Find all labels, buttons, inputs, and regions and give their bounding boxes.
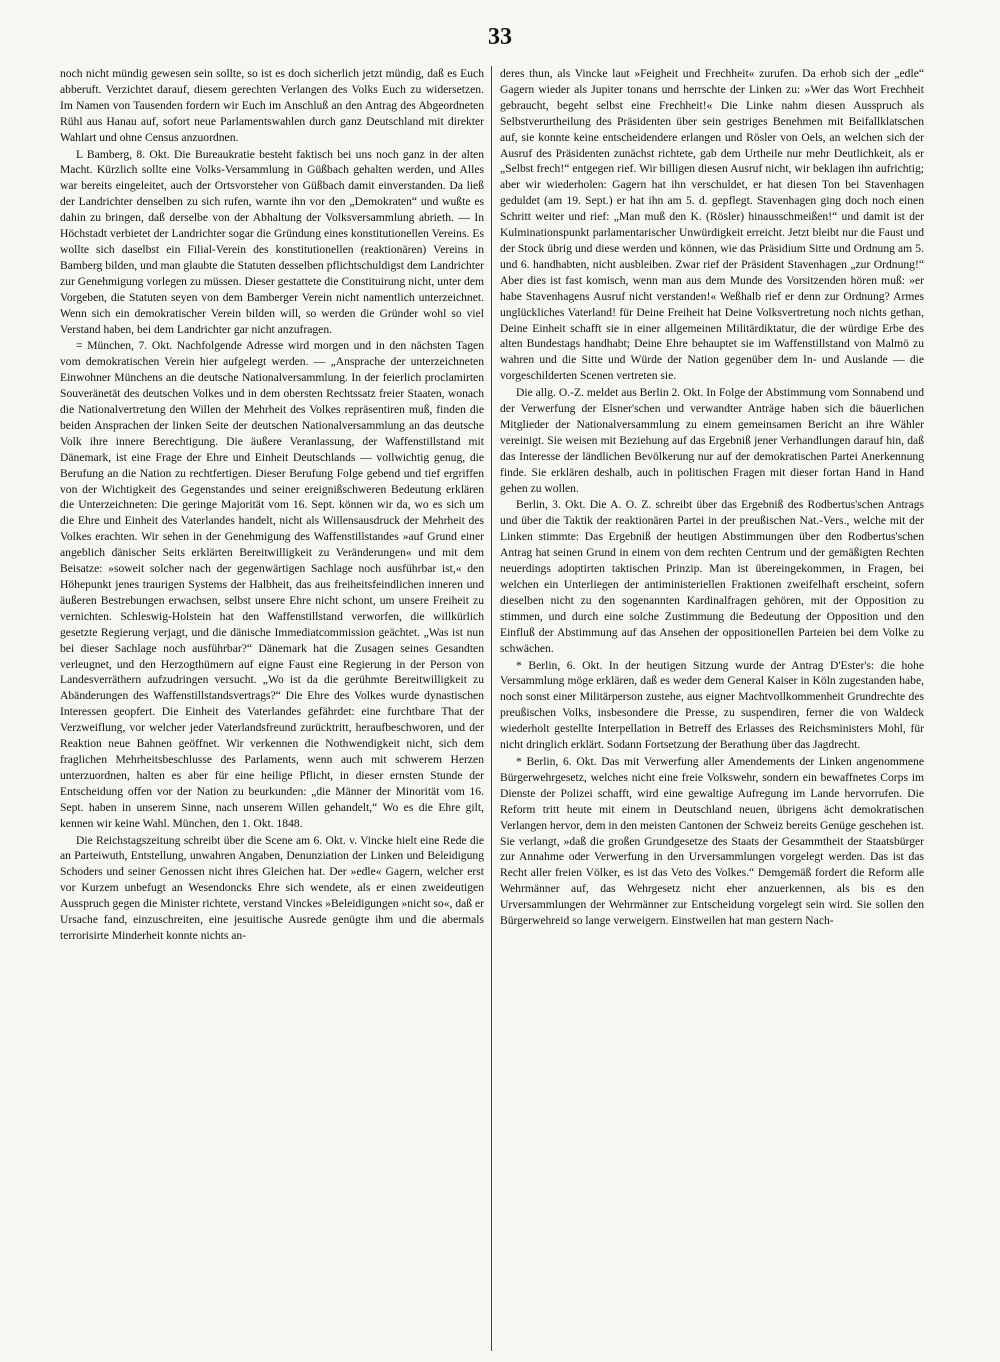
paragraph: Berlin, 3. Okt. Die A. O. Z. schreibt über das Ergebniß des Rodbertus'schen Antrags und über die Taktik der reaktionären Partei in der preußischen Nat.-Vers., welche mit der Linken stimmte: Das Ergebniß der heutigen Abstimmungen über den Rodbertus'schen Antrag hat seinen Grund in einem von dem rechten Centrum und der gemäßigten Rechten neuerdings adoptirten taktischen Prinzip. Man ist übereingekommen, in Fragen, bei welchen ein Unterliegen der antiministeriellen Fraktionen zweifelhaft erscheint, sofern dieselben nicht zu den sogenannten Kardinalfragen gehören, mit der Opposition zu stimmen, und durch eine solche Zustimmung die Bedeutung der Opposition und den Einfluß der Abstimmung auf das Ansehen der oppositionellen Parteien bei dem Volke zu schwächen. xyxy=(500,498,924,655)
paragraph: = München, 7. Okt. Nachfolgende Adresse wird morgen und in den nächsten Tagen vom demokratischen Verein hier aufgelegt werden. — „Ansprache der unterzeichneten Einwohner Münchens an die deutsche Nationalversammlung. In der feierlich proclamirten Souveränetät des deutschen Volkes und in dem obersten Rechtssatz freier Staaten, wonach die Nationalvertretung den Willen der Mehrheit des Volkes repräsentiren muß, finden die beiden Ansprachen der linken Seite der deutschen Nationalversammlung an das deutsche Volk ihre innere Berechtigung. Die äußere Veranlassung, der Waffenstillstand mit Dänemark, ist eine Frage der Ehre und Einheit Deutschlands — vollwichtig genug, die Berufung an die Nation zu rechtfertigen. Dieser Berufung Folge gebend und tief ergriffen von der Wichtigkeit des Gegenstandes und seiner ereignißschweren Bedeutung erklären die Unterzeichneten: Die geringe Majorität vom 16. Sept. können wir da, wo es sich um die Ehre und Einheit des Vaterlandes handelt, nicht als Willensausdruck der Mehrheit des Volkes erachten. Wir sehen in der Genehmigung des Waffenstillstandes »auf Grund einer angeblich dänischer Seits erklärten Bereitwilligkeit zu Veränderungen« und mit dem Beisatze: »soweit solcher nach der gegenwärtigen Sachlage noch ausführbar ist,« den Höhepunkt jenes traurigen Systems der Halbheit, das aus freiheitsfeindlichen inneren und äußeren Bestrebungen erwachsen, selbst unsere Ehre nicht schont, um unsere Freiheit zu vernichten. Schleswig-Holstein hat den Waffenstillstand verworfen, die willkürlich gesetzte Regierung verjagt, und die dänische Immediatcommission geächtet. „Was ist nun bei dieser Sachlage noch ausführbar?“ Dänemark hat die Zusagen seines Gesandten verleugnet, und den Herzogthümern auf eigne Faust eine Regierung in der Person von Landesverräthern aufzudringen versucht. „Wo ist da die gerühmte Bereitwilligkeit zu Abänderungen des Waffenstillstandsvertrags?“ Die Ehre des Volkes wurde dynastischen Interessen geopfert. Die Einheit des Vaterlandes gefährdet: eine furchtbare That der Verzweiflung, vor welcher jeder Vaterlandsfreund zurücktritt, heraufbeschworen, und der Reaktion neue Bahnen geöffnet. Wir verkennen die Nothwendigkeit nicht, sich dem fraglichen Mehrheitsbeschlusse des Parlaments, wenn auch mit schwerem Herzen unterzuordnen, halten es aber für eine heilige Pflicht, in dieser ernsten Stunde der Entscheidung offen vor der Nation zu beurkunden: „die Männer der Minorität vom 16. Sept. haben in unserem Sinne, nach unserem Willen gehandelt,“ Wo es die Ehre gilt, kennen wir keine Wahl. München, den 1. Okt. 1848. xyxy=(60,339,484,830)
page-number: 33 xyxy=(488,24,512,50)
paragraph: Die Reichstagszeitung schreibt über die Scene am 6. Okt. v. Vincke hielt eine Rede die an Parteiwuth, Entstellung, unwahren Angaben, Denunziation der Linken und Beleidigung Schoders und seiner Genossen nicht ihres Gleichen hat. Der »edle« Gagern, welcher erst vor Kurzem unbefugt an Wesendoncks Ehre sich wendete, als er einen zweideutigen Ausspruch gegen die Minister richtete, verstand Vinckes »Beleidigungen »nicht so«, daß er Ursache fand, einzuschreiten, eine jesuitische Ausrede genügte ihm und die abermals terrorisirte Minderheit konnte nichts an- xyxy=(60,833,484,942)
paragraph: * Berlin, 6. Okt. In der heutigen Sitzung wurde der Antrag D'Ester's: die hohe Versammlung möge erklären, daß es weder dem General Kaiser in Köln zugestanden habe, noch sonst einer Militärperson zustehe, aus eigner Machtvollkommenheit Grundrechte des preußischen Volks, insbesondere die Presse, zu suspendiren, ferner die von Waldeck wiederholt gestellte Interpellation in Betreff des Erlasses des Reichsministers Mohl, für nicht dringlich erklärt. Sodann Fortsetzung der Berathung über das Jagdrecht. xyxy=(500,658,924,752)
column-divider xyxy=(491,66,492,1351)
paragraph: L Bamberg, 8. Okt. Die Bureaukratie besteht faktisch bei uns noch ganz in der alten Macht. Kürzlich sollte eine Volks-Versammlung in Güßbach gehalten werden, und Alles war bereits eingeleitet, auch der Ortsvorsteher von Güßbach damit einverstanden. Da ließ der Landrichter denselben zu sich rufen, warnte ihn vor den „Demokraten“ und wußte es dahin zu bringen, daß derselbe von der Abhaltung der Volksversammlung abrieth. — In Höchstadt verbietet der Landrichter sogar die Gründung eines konstitutionellen Vereins. Es wollte sich daselbst ein Filial-Verein des konstitutionellen (reaktionären) Vereins in Bamberg bilden, und man glaubte die Statuten desselben pflichtschuldigst dem Landrichter zur Genehmigung vorlegen zu müssen. Dieser gestattete die Constituirung nicht, unter dem Vorgeben, die Statuten seyen von dem Bamberger Verein nicht namentlich unterzeichnet. Wenn sich ein demokratischer Verein bilden will, so werden die Gründer wohl so viel Verstand haben, bei dem Landrichter gar nicht anzufragen. xyxy=(60,147,484,336)
right-column xyxy=(500,66,924,1356)
paragraph: deres thun, als Vincke laut »Feigheit und Frechheit« zurufen. Da erhob sich der „edle“ Gagern wieder als Jupiter tonans und herrschte der Linken zu: »Wer das Wort Frechheit gebraucht, begeht selbst eine Frechheit!« Die Linke nahm diesen Ausspruch als Selbstverurtheilung des Präsidenten über sein gestriges Benehmen mit Beifallklatschen auf, sie konnte keine entscheidendere erlangen und Rösler von Oels, an welchen sich der Ausruf des Präsidenten zunächst richtete, gab dem Urtheile nur mehr Deutlichkeit, als er „Selbst frech!“ entgegen rief. Wir billigen diesen Ausruf nicht, wir beklagen ihn aufrichtig; aber wir wiederholen: Gagern hat ihn verschuldet, er hat diesen Ton bei Stavenhagen geduldet (am 19. Sept.) er hat ihn am 5. d. gepflegt. Stavenhagen ging doch noch einen Schritt weiter und rief: „Man muß den K. (Rösler) hinausschmeißen!“ und damit ist der Kulminationspunkt parlamentarischer Unwürdigkeit erreicht. Jetzt bleibt nur die Faust und der Stock übrig und diese werden und können, wie das Präsidium Sitte und Ordnung am 5. und 6. handhabten, nicht ausbleiben. Zwar rief der Präsident Stavenhagen „zur Ordnung!“ Aber dies ist fast komisch, wenn man aus dem Munde des Vorsitzenden hören muß: »er habe Stavenhagens Ausruf nicht verstanden!« Weßhalb rief er denn zur Ordnung? Armes unglückliches Vaterland! für Deine Freiheit hat Deine Volksvertretung noch nichts gethan, Deine Einheit schafft sie in einer allgemeinen Militärdiktatur, die der würdige Erbe des alten Bundestags handhabt; Deine Ehre behauptet sie im Waffenstillstand von Malmö zu wahren und die Sitte und Würde der Nation gegenüber dem In- und Auslande — die vorgeschilderten Scenen vertreten sie. xyxy=(500,67,924,383)
paragraph: * Berlin, 6. Okt. Das mit Verwerfung aller Amendements der Linken angenommene Bürgerwehrgesetz, welches nicht eine freie Volkswehr, sondern ein bewaffnetes Corps im Dienste der Polizei schafft, wird eine gewaltige Aufregung im Lande hervorrufen. Die Reform tritt heute mit einem in Deutschland neuen, übrigens ächt demokratischen Verlangen hervor, dem in den meisten Cantonen der Schweiz bereits Genüge geschehen ist. Sie verlangt, »daß die großen Grundgesetze des Staats der Gesammtheit der Staatsbürger zur Annahme oder Verwerfung in den Urversammlungen vorgelegt werden. Das ist das Recht aller freien Völker, es ist das Veto des Volkes.“ Demgemäß fordert die Reform alle Wehrmänner auf, das Wehrgesetz nicht eher anzuerkennen, als bis es den Urversammlungen der Wehrmänner zur Entscheidung vorgelegt sein wird. Sie sollen den Bürgerwehreid so lange verweigern. Einstweilen hat man gestern Nach- xyxy=(500,754,924,928)
paragraph: noch nicht mündig gewesen sein sollte, so ist es doch sicherlich jetzt mündig, daß es Euch abberuft. Verzichtet darauf, diesem gerechten Verlangen des Volks Euch zu widersetzen. Im Namen von Tausenden fordern wir Euch im Anschluß an den Antrag des Abgeordneten Rühl aus Hanau auf, sofort neue Parlamentswahlen durch ganz Deutschland mit direkter Wahlart und ohne Census anzuordnen. xyxy=(60,67,484,144)
left-column xyxy=(60,66,484,1356)
paragraph: Die allg. O.-Z. meldet aus Berlin 2. Okt. In Folge der Abstimmung vom Sonnabend und der Verwerfung der Elsner'schen und verwandter Anträge haben sich die bäuerlichen Mitglieder der Nationalversammlung zu einem gemeinsamen Bericht an ihre Wähler vereinigt. Sie weisen mit Beziehung auf das Ergebniß jener Verhandlungen darauf hin, daß das Interesse der ländlichen Bevölkerung nur auf der demokratischen Partei Anerkennung finde. Sie erklären deshalb, auch in politischen Fragen mit dieser fortan Hand in Hand gehen zu wollen. xyxy=(500,386,924,495)
